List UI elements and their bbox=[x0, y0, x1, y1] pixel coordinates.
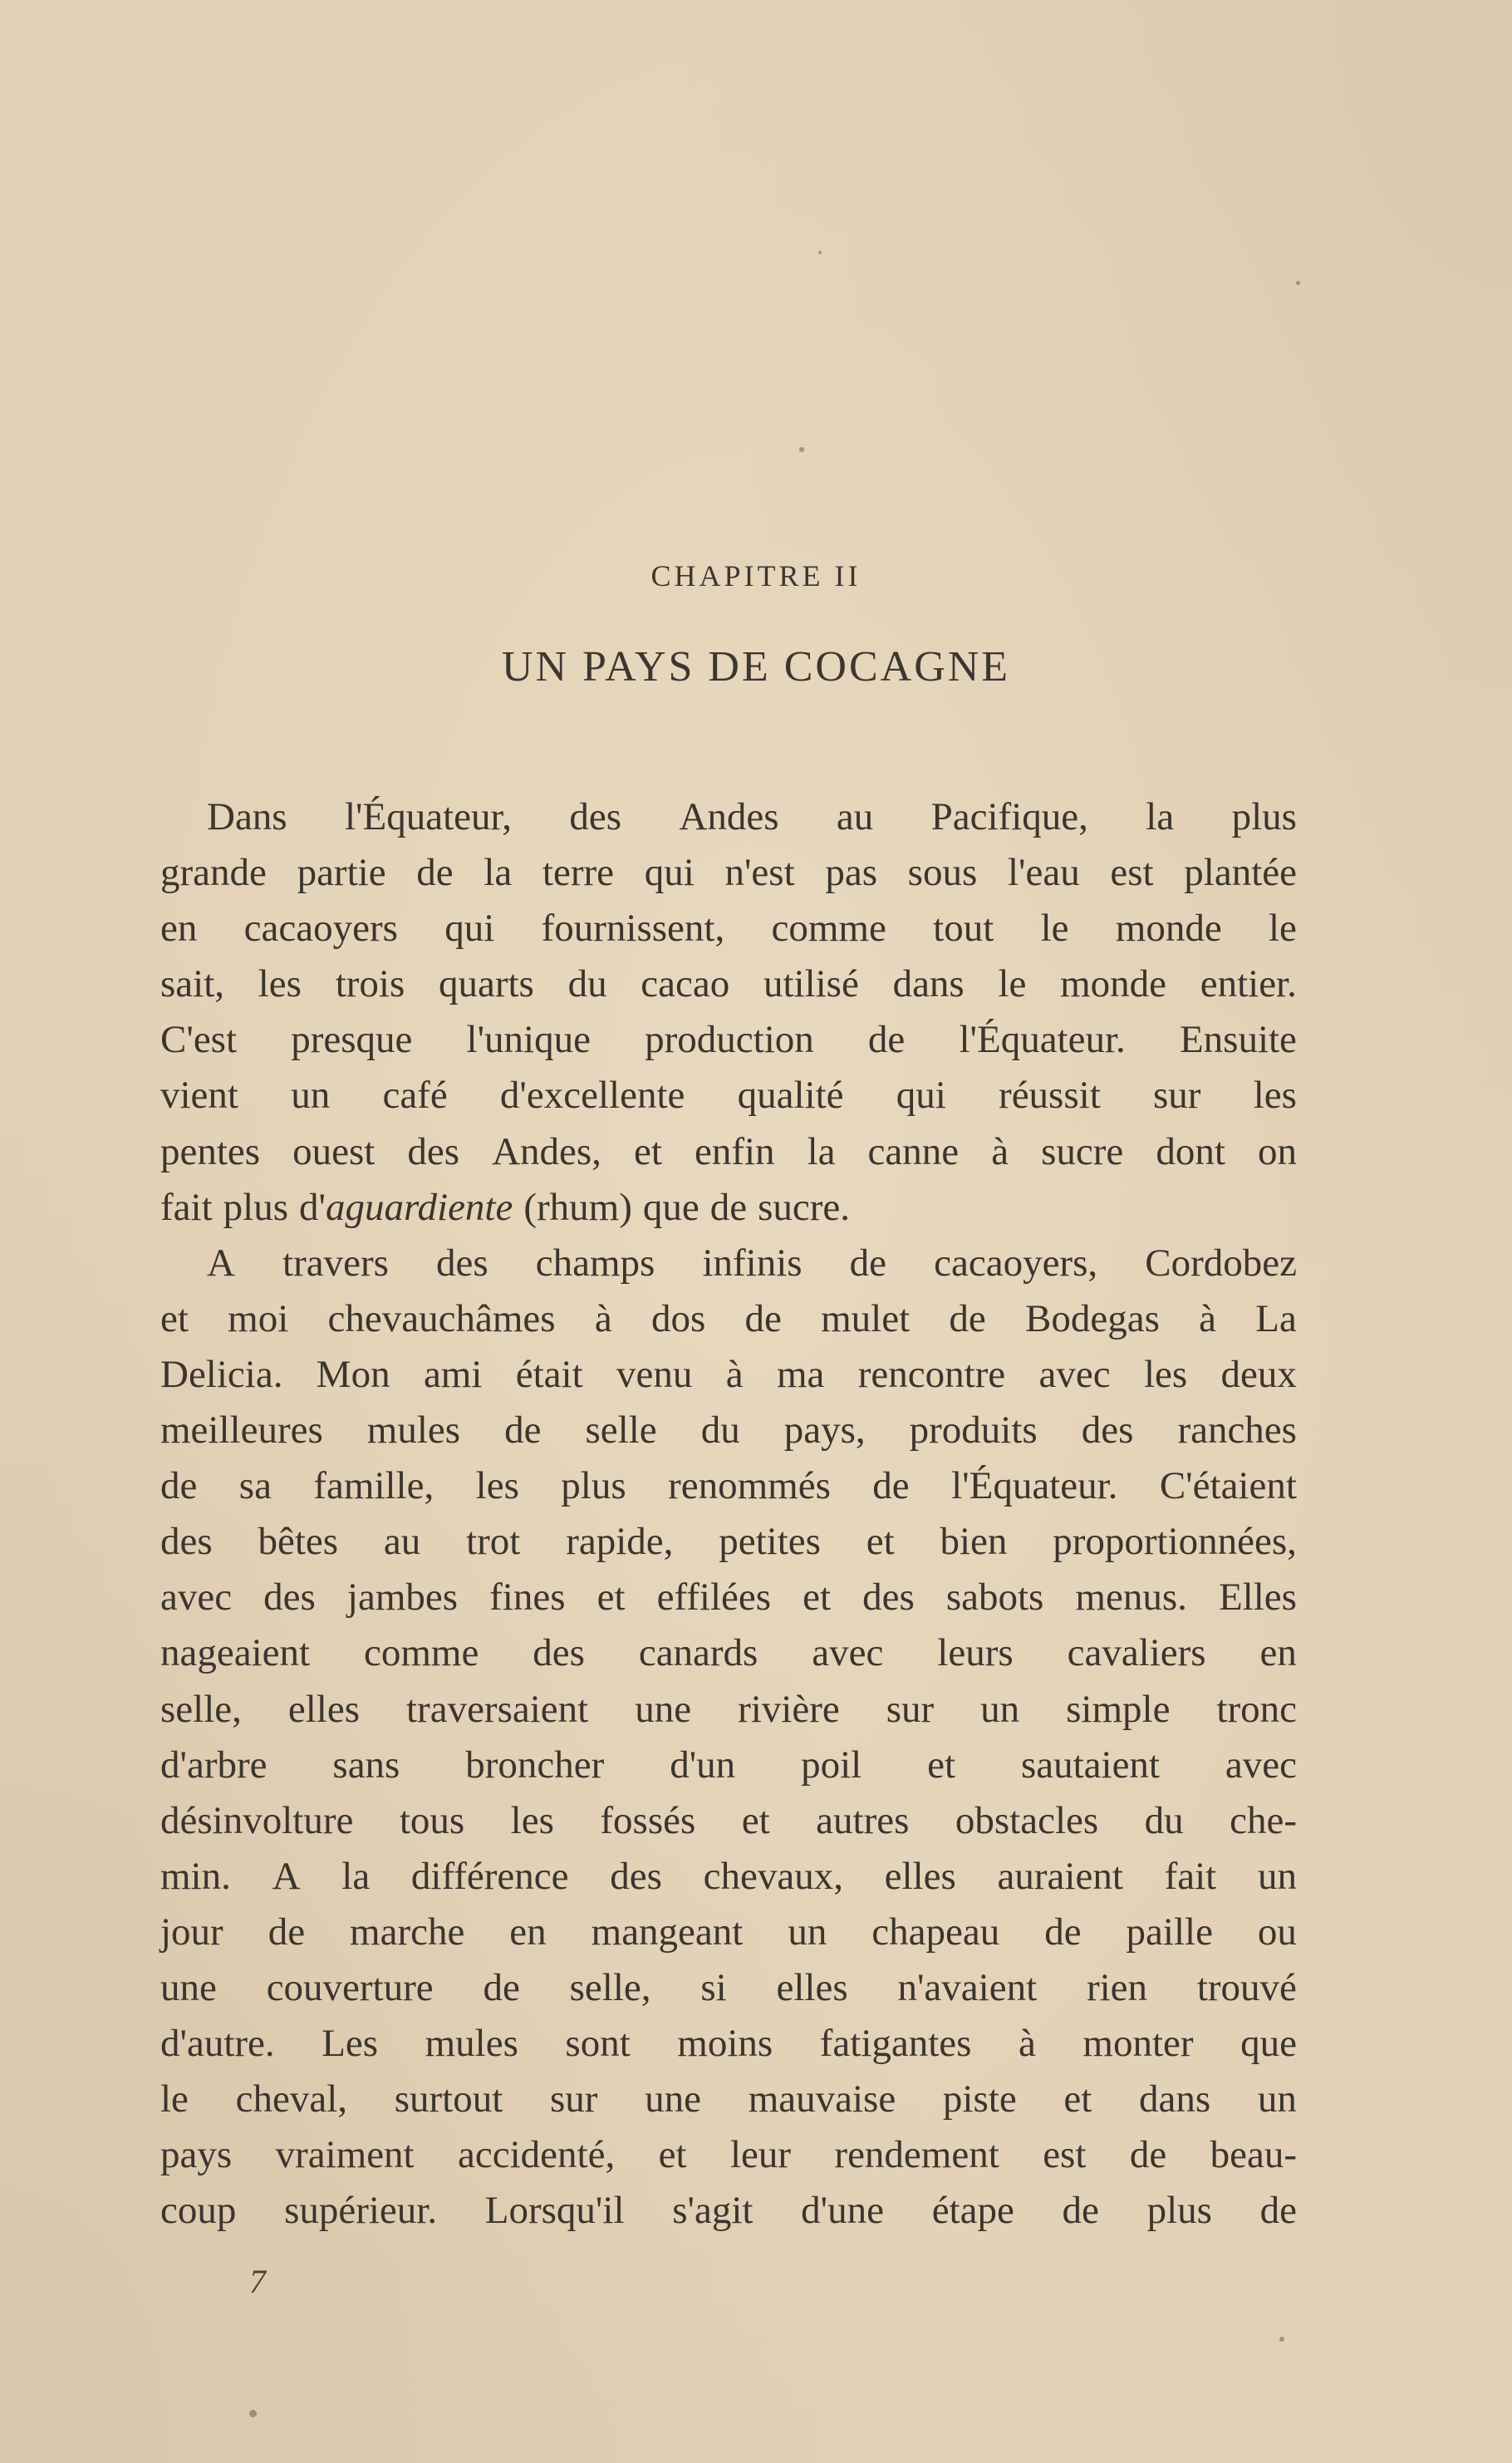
word: ma bbox=[776, 1352, 825, 1396]
word: venu bbox=[616, 1352, 693, 1396]
word: fait bbox=[1164, 1854, 1217, 1898]
word: de bbox=[872, 1464, 910, 1508]
word: fait bbox=[160, 1185, 213, 1229]
word: chapeau bbox=[871, 1910, 1000, 1954]
word: de bbox=[1129, 2133, 1167, 2177]
word: obstacles bbox=[955, 1798, 1099, 1842]
word: à bbox=[725, 1352, 744, 1396]
word: et bbox=[160, 1296, 189, 1340]
word: dont bbox=[1156, 1129, 1225, 1173]
word: s'agit bbox=[672, 2189, 754, 2233]
word: on bbox=[1257, 1129, 1297, 1173]
word: rendement bbox=[834, 2133, 999, 2177]
word: sous bbox=[907, 851, 978, 895]
word: coup bbox=[160, 2189, 237, 2233]
word: sait, bbox=[160, 962, 225, 1006]
word: un bbox=[1257, 1854, 1297, 1898]
word: couverture bbox=[266, 1965, 434, 2009]
word: était bbox=[515, 1352, 583, 1396]
word: la bbox=[807, 1129, 836, 1173]
word: trois bbox=[335, 962, 405, 1006]
word: auraient bbox=[997, 1854, 1123, 1898]
word: fatigantes bbox=[819, 2022, 972, 2066]
word: au bbox=[836, 795, 874, 838]
word: jour bbox=[160, 1910, 223, 1954]
word: rencontre bbox=[857, 1352, 1006, 1396]
word: cacaoyers, bbox=[934, 1241, 1098, 1285]
word: de bbox=[416, 851, 454, 895]
word: des bbox=[569, 795, 622, 838]
word: de bbox=[744, 1296, 782, 1340]
word: à bbox=[1199, 1296, 1217, 1340]
word: petites bbox=[719, 1520, 821, 1564]
word: Andes, bbox=[492, 1129, 601, 1173]
word: famille, bbox=[313, 1464, 434, 1508]
word: dos bbox=[650, 1296, 706, 1340]
word: sur bbox=[549, 2077, 598, 2121]
chapter-title: UN PAYS DE COCAGNE bbox=[501, 643, 1011, 691]
word: vient bbox=[160, 1074, 238, 1118]
word: à bbox=[1018, 2022, 1036, 2066]
text-line bbox=[160, 1012, 1297, 1068]
word: rivière bbox=[738, 1687, 840, 1731]
word: paille bbox=[1126, 1910, 1213, 1954]
word: (rhum) bbox=[523, 1185, 632, 1229]
word: les bbox=[475, 1464, 519, 1508]
word: du bbox=[1144, 1798, 1184, 1842]
word: pentes bbox=[160, 1129, 261, 1173]
word: que bbox=[642, 1185, 700, 1229]
word: des bbox=[407, 1129, 460, 1173]
text-line bbox=[160, 901, 1297, 956]
word: une bbox=[160, 1965, 217, 2009]
word: de bbox=[709, 1185, 748, 1229]
word: Cordobez bbox=[1145, 1241, 1297, 1285]
word: et bbox=[633, 1129, 662, 1173]
word: avec bbox=[1038, 1352, 1111, 1396]
word: accidenté, bbox=[458, 2133, 616, 2177]
word: les bbox=[258, 962, 302, 1006]
word: le bbox=[160, 2077, 189, 2121]
word: Pacifique, bbox=[930, 795, 1088, 838]
word: nageaient bbox=[160, 1631, 311, 1675]
word: monde bbox=[1060, 962, 1166, 1006]
word: des bbox=[1081, 1408, 1134, 1453]
word: moi bbox=[228, 1296, 289, 1340]
word: sur bbox=[1153, 1074, 1201, 1118]
word: est bbox=[1110, 851, 1154, 895]
word: qui bbox=[444, 907, 495, 951]
word: l'unique bbox=[466, 1018, 591, 1062]
word: des bbox=[160, 1520, 213, 1564]
word: et bbox=[803, 1576, 832, 1620]
word: avec bbox=[1225, 1743, 1297, 1787]
word: cacao bbox=[641, 962, 730, 1006]
word: comme bbox=[363, 1631, 479, 1675]
word: des bbox=[610, 1854, 662, 1898]
word: jambes bbox=[346, 1576, 459, 1620]
text-line bbox=[160, 2016, 1297, 2072]
word: le bbox=[1040, 907, 1069, 951]
word: Mon bbox=[316, 1352, 390, 1396]
word: en bbox=[160, 907, 198, 951]
word: bêtes bbox=[258, 1520, 339, 1564]
body-text bbox=[160, 789, 1297, 2239]
word: sucre bbox=[1041, 1129, 1124, 1173]
text-line bbox=[160, 1570, 1297, 1625]
word: meilleures bbox=[160, 1408, 323, 1453]
word: de bbox=[849, 1241, 887, 1285]
word: mules bbox=[425, 2022, 518, 2066]
word: Delicia. bbox=[160, 1352, 283, 1396]
word: la bbox=[484, 851, 513, 895]
word: plus bbox=[223, 1185, 288, 1229]
word: d'excellente bbox=[499, 1074, 685, 1118]
word: Andes bbox=[679, 795, 779, 838]
word: des bbox=[263, 1576, 316, 1620]
word: monde bbox=[1115, 907, 1222, 951]
word: d'autre. bbox=[160, 2022, 275, 2066]
word: dans bbox=[1139, 2077, 1211, 2121]
word: les bbox=[510, 1798, 554, 1842]
word: café bbox=[382, 1074, 448, 1118]
text-line bbox=[160, 1180, 1297, 1236]
word: qui bbox=[644, 851, 695, 895]
word: canne bbox=[867, 1129, 960, 1173]
word: vraiment bbox=[275, 2133, 415, 2177]
word bbox=[299, 1180, 513, 1236]
word: A bbox=[272, 1854, 301, 1898]
word: mauvaise bbox=[748, 2077, 896, 2121]
word: avec bbox=[812, 1631, 884, 1675]
word: et bbox=[741, 1798, 770, 1842]
word: de bbox=[1044, 1910, 1082, 1954]
word: sans bbox=[332, 1743, 400, 1787]
word: C'est bbox=[160, 1018, 238, 1062]
word: l'Équateur. bbox=[951, 1464, 1118, 1508]
word: elles bbox=[776, 1965, 848, 2009]
text-line bbox=[160, 1068, 1297, 1123]
word: terre bbox=[542, 851, 615, 895]
word: ami bbox=[423, 1352, 483, 1396]
word: du bbox=[567, 962, 607, 1006]
word: que bbox=[1240, 2022, 1297, 2066]
word: mules bbox=[366, 1408, 461, 1453]
word: pays, bbox=[783, 1408, 866, 1453]
word: bien bbox=[940, 1520, 1008, 1564]
word: deux bbox=[1220, 1352, 1297, 1396]
word: de bbox=[160, 1464, 198, 1508]
word: et bbox=[1063, 2077, 1092, 2121]
word: les bbox=[1253, 1074, 1297, 1118]
word: trot bbox=[466, 1520, 521, 1564]
word: les bbox=[1143, 1352, 1188, 1396]
word: plus bbox=[1231, 795, 1297, 838]
word: fournissent, bbox=[541, 907, 725, 951]
word: et bbox=[658, 2133, 687, 2177]
word: le bbox=[1269, 907, 1297, 951]
word: de bbox=[949, 1296, 986, 1340]
word: comme bbox=[771, 907, 886, 951]
word: mangeant bbox=[591, 1910, 744, 1954]
word: sa bbox=[238, 1464, 272, 1508]
word: partie bbox=[297, 851, 386, 895]
word: cacaoyers bbox=[243, 907, 398, 951]
word: qui bbox=[896, 1074, 946, 1118]
word: l'Équateur. bbox=[959, 1018, 1126, 1062]
word: travers bbox=[282, 1241, 389, 1285]
text-line bbox=[160, 1236, 1297, 1291]
word: leurs bbox=[937, 1631, 1014, 1675]
text-line bbox=[160, 1347, 1297, 1403]
word: un bbox=[291, 1074, 331, 1118]
word: pays bbox=[160, 2133, 233, 2177]
word: piste bbox=[942, 2077, 1017, 2121]
word: mulet bbox=[821, 1296, 911, 1340]
word: chevaux, bbox=[703, 1854, 843, 1898]
word: cavaliers bbox=[1067, 1631, 1206, 1675]
text-line bbox=[160, 845, 1297, 901]
word: la bbox=[341, 1854, 371, 1898]
word: l'Équateur, bbox=[344, 795, 513, 838]
word: une bbox=[645, 2077, 702, 2121]
text-line bbox=[160, 1738, 1297, 1793]
word: de bbox=[483, 1965, 520, 2009]
word: A bbox=[207, 1241, 235, 1285]
word: effilées bbox=[656, 1576, 772, 1620]
word: renommés bbox=[668, 1464, 831, 1508]
word: Lorsqu'il bbox=[484, 2189, 625, 2233]
word: Elles bbox=[1218, 1576, 1297, 1620]
text-line bbox=[160, 2127, 1297, 2183]
word: proportionnées, bbox=[1053, 1520, 1297, 1564]
word: un bbox=[980, 1687, 1020, 1731]
word: tout bbox=[933, 907, 994, 951]
word: un bbox=[788, 1910, 827, 1954]
word: simple bbox=[1066, 1687, 1171, 1731]
word: sont bbox=[565, 2022, 631, 2066]
word: min. bbox=[160, 1854, 231, 1898]
word: d'une bbox=[801, 2189, 884, 2233]
word: et bbox=[866, 1520, 895, 1564]
text-line bbox=[160, 1793, 1297, 1849]
word: quarts bbox=[438, 962, 534, 1006]
text-line bbox=[160, 1905, 1297, 1960]
word: pas bbox=[825, 851, 877, 895]
word: produits bbox=[909, 1408, 1038, 1453]
text-line bbox=[160, 1682, 1297, 1738]
word: en bbox=[1259, 1631, 1297, 1675]
word: de bbox=[867, 1018, 906, 1062]
word: au bbox=[383, 1520, 421, 1564]
word: d'arbre bbox=[160, 1743, 268, 1787]
word: canards bbox=[638, 1631, 758, 1675]
paper-speck bbox=[818, 251, 822, 254]
word: trouvé bbox=[1196, 1965, 1297, 2009]
word: champs bbox=[535, 1241, 655, 1285]
page-number: 7 bbox=[249, 2263, 266, 2300]
word: infinis bbox=[702, 1241, 803, 1285]
word: che- bbox=[1230, 1798, 1297, 1842]
paper-speck bbox=[799, 447, 804, 452]
word: production bbox=[645, 1018, 814, 1062]
word: des bbox=[533, 1631, 585, 1675]
word: sautaient bbox=[1020, 1743, 1160, 1787]
text-line bbox=[160, 2183, 1297, 2239]
word: rien bbox=[1086, 1965, 1148, 2009]
word: Ensuite bbox=[1179, 1018, 1297, 1062]
word: une bbox=[635, 1687, 692, 1731]
word: monter bbox=[1082, 2022, 1194, 2066]
word: ou bbox=[1257, 1910, 1297, 1954]
word: un bbox=[1257, 2077, 1297, 2121]
word: la bbox=[1146, 795, 1175, 838]
word: d'un bbox=[670, 1743, 736, 1787]
word: elles bbox=[884, 1854, 956, 1898]
word: selle bbox=[585, 1408, 657, 1453]
text-line bbox=[160, 1514, 1297, 1570]
word: leur bbox=[729, 2133, 792, 2177]
word: tronc bbox=[1216, 1687, 1297, 1731]
word: est bbox=[1043, 2133, 1087, 2177]
text-line bbox=[160, 1960, 1297, 2016]
word: à bbox=[594, 1296, 612, 1340]
word: d' bbox=[299, 1185, 326, 1229]
word: selle, bbox=[569, 1965, 651, 2009]
word: fossés bbox=[600, 1798, 696, 1842]
word: autres bbox=[816, 1798, 910, 1842]
word: chevauchâmes bbox=[327, 1296, 556, 1340]
text-line bbox=[160, 1124, 1297, 1180]
word: réussit bbox=[999, 1074, 1101, 1118]
word: selle, bbox=[160, 1687, 242, 1731]
word: du bbox=[700, 1408, 740, 1453]
word: plus bbox=[1146, 2189, 1212, 2233]
word: moins bbox=[677, 2022, 773, 2066]
word: marche bbox=[350, 1910, 465, 1954]
word: grande bbox=[160, 851, 267, 895]
word: tous bbox=[399, 1798, 465, 1842]
word: et bbox=[927, 1743, 956, 1787]
word: Les bbox=[322, 2022, 379, 2066]
word: le bbox=[998, 962, 1027, 1006]
word: des bbox=[862, 1576, 915, 1620]
text-line bbox=[160, 2072, 1297, 2127]
word: sur bbox=[886, 1687, 935, 1731]
word: Dans bbox=[207, 795, 287, 838]
word: sucre. bbox=[758, 1185, 851, 1229]
paper-speck bbox=[249, 2410, 257, 2417]
word: de bbox=[504, 1408, 542, 1453]
word: si bbox=[700, 1965, 727, 2009]
word: étape bbox=[931, 2189, 1014, 2233]
word: beau- bbox=[1210, 2133, 1297, 2177]
word: de bbox=[1259, 2189, 1297, 2233]
word: et bbox=[596, 1576, 626, 1620]
word: C'étaient bbox=[1159, 1464, 1297, 1508]
word: fines bbox=[489, 1576, 566, 1620]
text-line bbox=[160, 1625, 1297, 1681]
word: enfin bbox=[694, 1129, 775, 1173]
word: poil bbox=[801, 1743, 862, 1787]
word: broncher bbox=[465, 1743, 605, 1787]
paper-speck bbox=[1296, 281, 1300, 285]
text-line bbox=[160, 789, 1297, 845]
word: Bodegas bbox=[1025, 1296, 1160, 1340]
word: des bbox=[436, 1241, 488, 1285]
word: ranches bbox=[1177, 1408, 1297, 1453]
word: menus. bbox=[1075, 1576, 1187, 1620]
word: entier. bbox=[1200, 962, 1297, 1006]
word: ouest bbox=[292, 1129, 376, 1173]
word: désinvolture bbox=[160, 1798, 354, 1842]
word: n'avaient bbox=[897, 1965, 1038, 2009]
word: elles bbox=[287, 1687, 361, 1731]
text-line bbox=[160, 1458, 1297, 1514]
text-line bbox=[160, 1403, 1297, 1458]
word: l'eau bbox=[1007, 851, 1080, 895]
word: traversaient bbox=[406, 1687, 589, 1731]
word: qualité bbox=[737, 1074, 844, 1118]
word: de bbox=[268, 1910, 306, 1954]
word: cheval, bbox=[235, 2077, 348, 2121]
text-line bbox=[160, 956, 1297, 1012]
word: avec bbox=[160, 1576, 233, 1620]
word: rapide, bbox=[566, 1520, 674, 1564]
word: à bbox=[991, 1129, 1009, 1173]
chapter-label: CHAPITRE II bbox=[650, 559, 862, 592]
word: utilisé bbox=[763, 962, 859, 1006]
text-line bbox=[160, 1849, 1297, 1905]
italic-word: aguardiente bbox=[325, 1185, 513, 1229]
word: n'est bbox=[724, 851, 795, 895]
word: sabots bbox=[945, 1576, 1044, 1620]
word: presque bbox=[291, 1018, 413, 1062]
word: supérieur. bbox=[284, 2189, 438, 2233]
word: plus bbox=[561, 1464, 626, 1508]
word: de bbox=[1062, 2189, 1099, 2233]
text-line bbox=[160, 1291, 1297, 1347]
word: dans bbox=[892, 962, 965, 1006]
paper-speck bbox=[1279, 2337, 1284, 2342]
word: en bbox=[509, 1910, 547, 1954]
word: plantée bbox=[1184, 851, 1297, 895]
word: surtout bbox=[394, 2077, 503, 2121]
word: différence bbox=[410, 1854, 569, 1898]
word: La bbox=[1255, 1296, 1297, 1340]
